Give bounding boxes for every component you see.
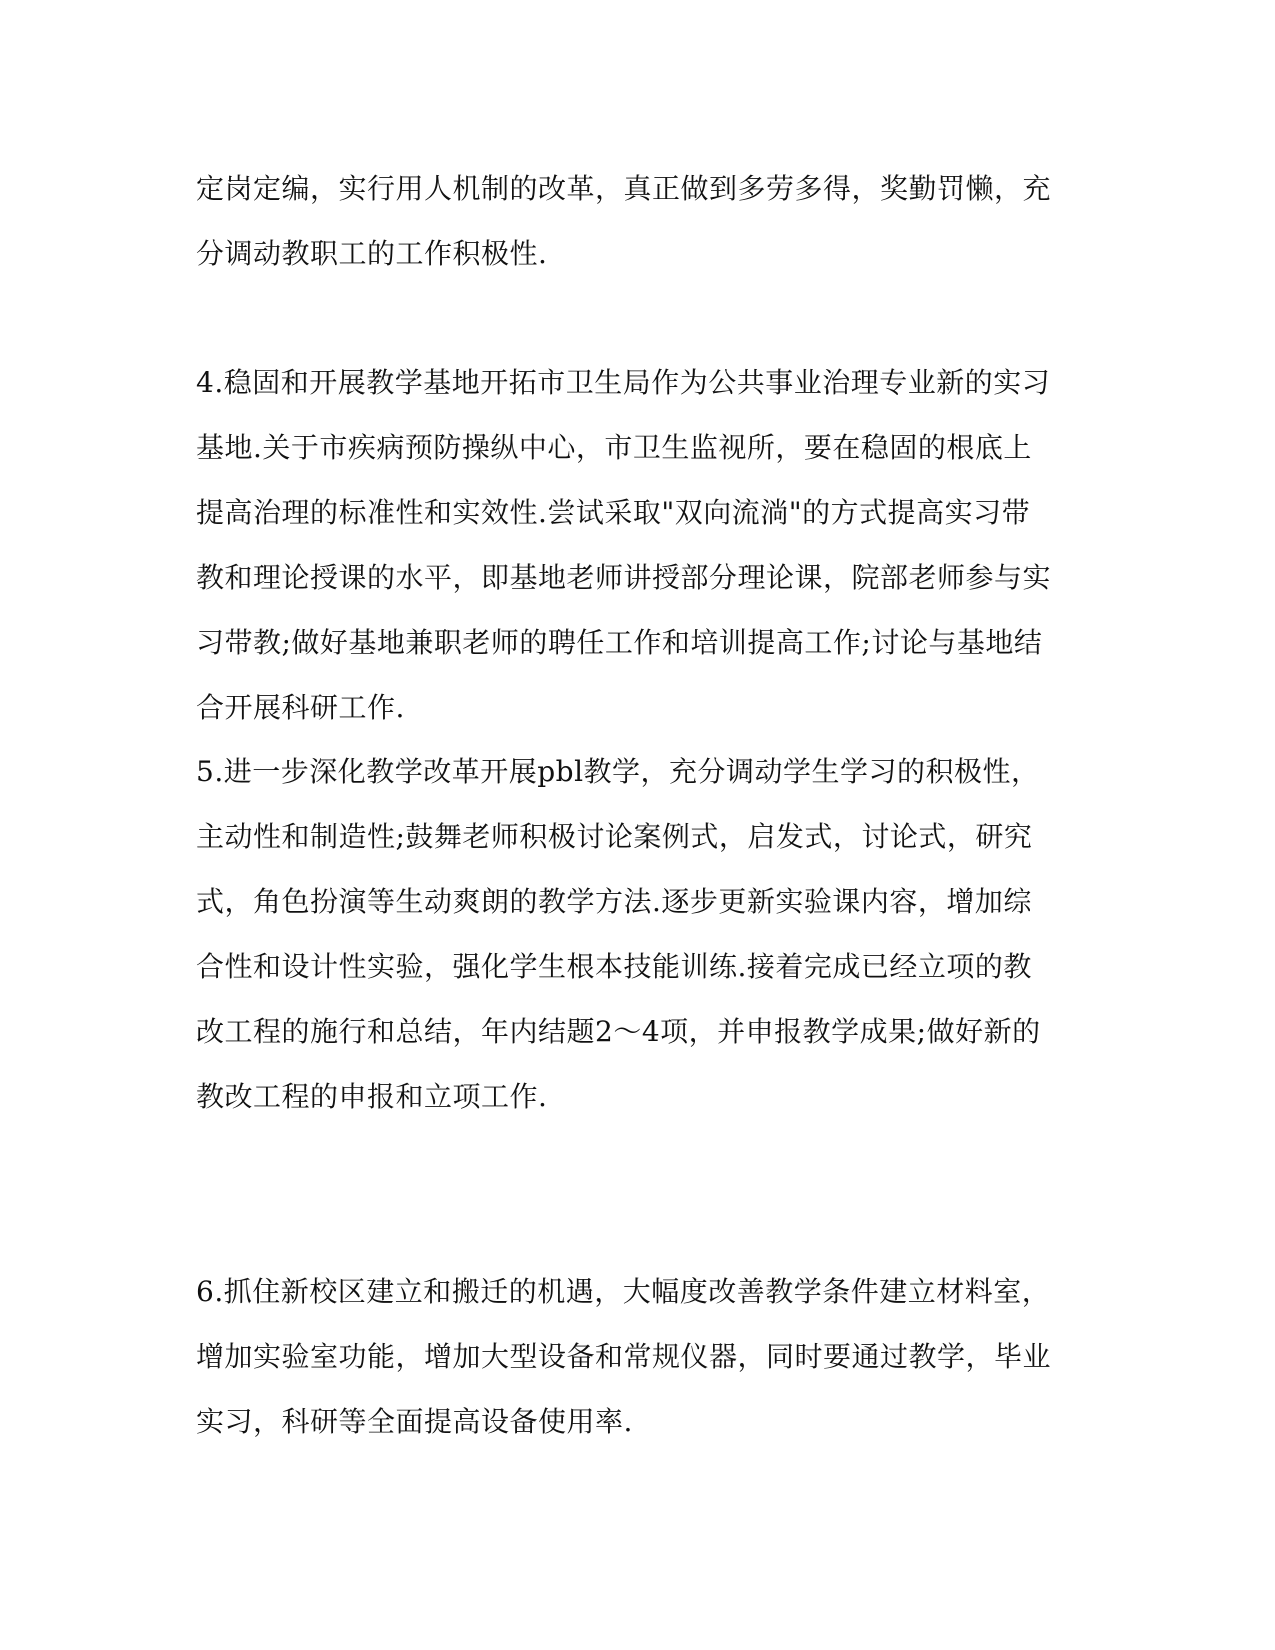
text-line: 5.进一步深化教学改革开展pbl教学，充分调动学生学习的积极性， <box>196 755 1040 788</box>
text-line: 4.稳固和开展教学基地开拓市卫生局作为公共事业治理专业新的实习 <box>196 366 1051 399</box>
text-line: 定岗定编，实行用人机制的改革，真正做到多劳多得，奖勤罚懒，充 <box>196 172 1052 205</box>
paragraph-new-campus <box>196 1259 1076 1454</box>
text-line: 教改工程的申报和立项工作. <box>196 1080 548 1113</box>
text-line: 教和理论授课的水平，即基地老师讲授部分理论课，院部老师参与实 <box>196 561 1052 594</box>
text-line: 合开展科研工作. <box>196 691 405 724</box>
text-line: 分调动教职工的工作积极性. <box>196 237 548 270</box>
paragraph-teaching-reform <box>196 739 1076 1129</box>
text-line: 实习，科研等全面提高设备使用率. <box>196 1405 633 1438</box>
text-line: 式，角色扮演等生动爽朗的教学方法.逐步更新实验课内容，增加综 <box>196 885 1032 918</box>
text-line: 改工程的施行和总结，年内结题2～4项，并申报教学成果;做好新的 <box>196 1015 1041 1048</box>
text-line: 习带教;做好基地兼职老师的聘任工作和培训提高工作;讨论与基地结 <box>196 626 1043 659</box>
paragraph-staffing-reform <box>196 156 1076 286</box>
text-line: 提高治理的标准性和实效性.尝试采取"双向流淌"的方式提高实习带 <box>196 496 1031 529</box>
paragraph-teaching-base <box>196 350 1076 740</box>
text-line: 主动性和制造性;鼓舞老师积极讨论案例式，启发式，讨论式，研究 <box>196 820 1033 853</box>
text-line: 基地.关于市疾病预防操纵中心，市卫生监视所，要在稳固的根底上 <box>196 431 1032 464</box>
text-line: 6.抓住新校区建立和搬迁的机遇，大幅度改善教学条件建立材料室， <box>196 1275 1051 1308</box>
text-line: 增加实验室功能，增加大型设备和常规仪器，同时要通过教学，毕业 <box>196 1340 1052 1373</box>
text-line: 合性和设计性实验，强化学生根本技能训练.接着完成已经立项的教 <box>196 950 1032 983</box>
